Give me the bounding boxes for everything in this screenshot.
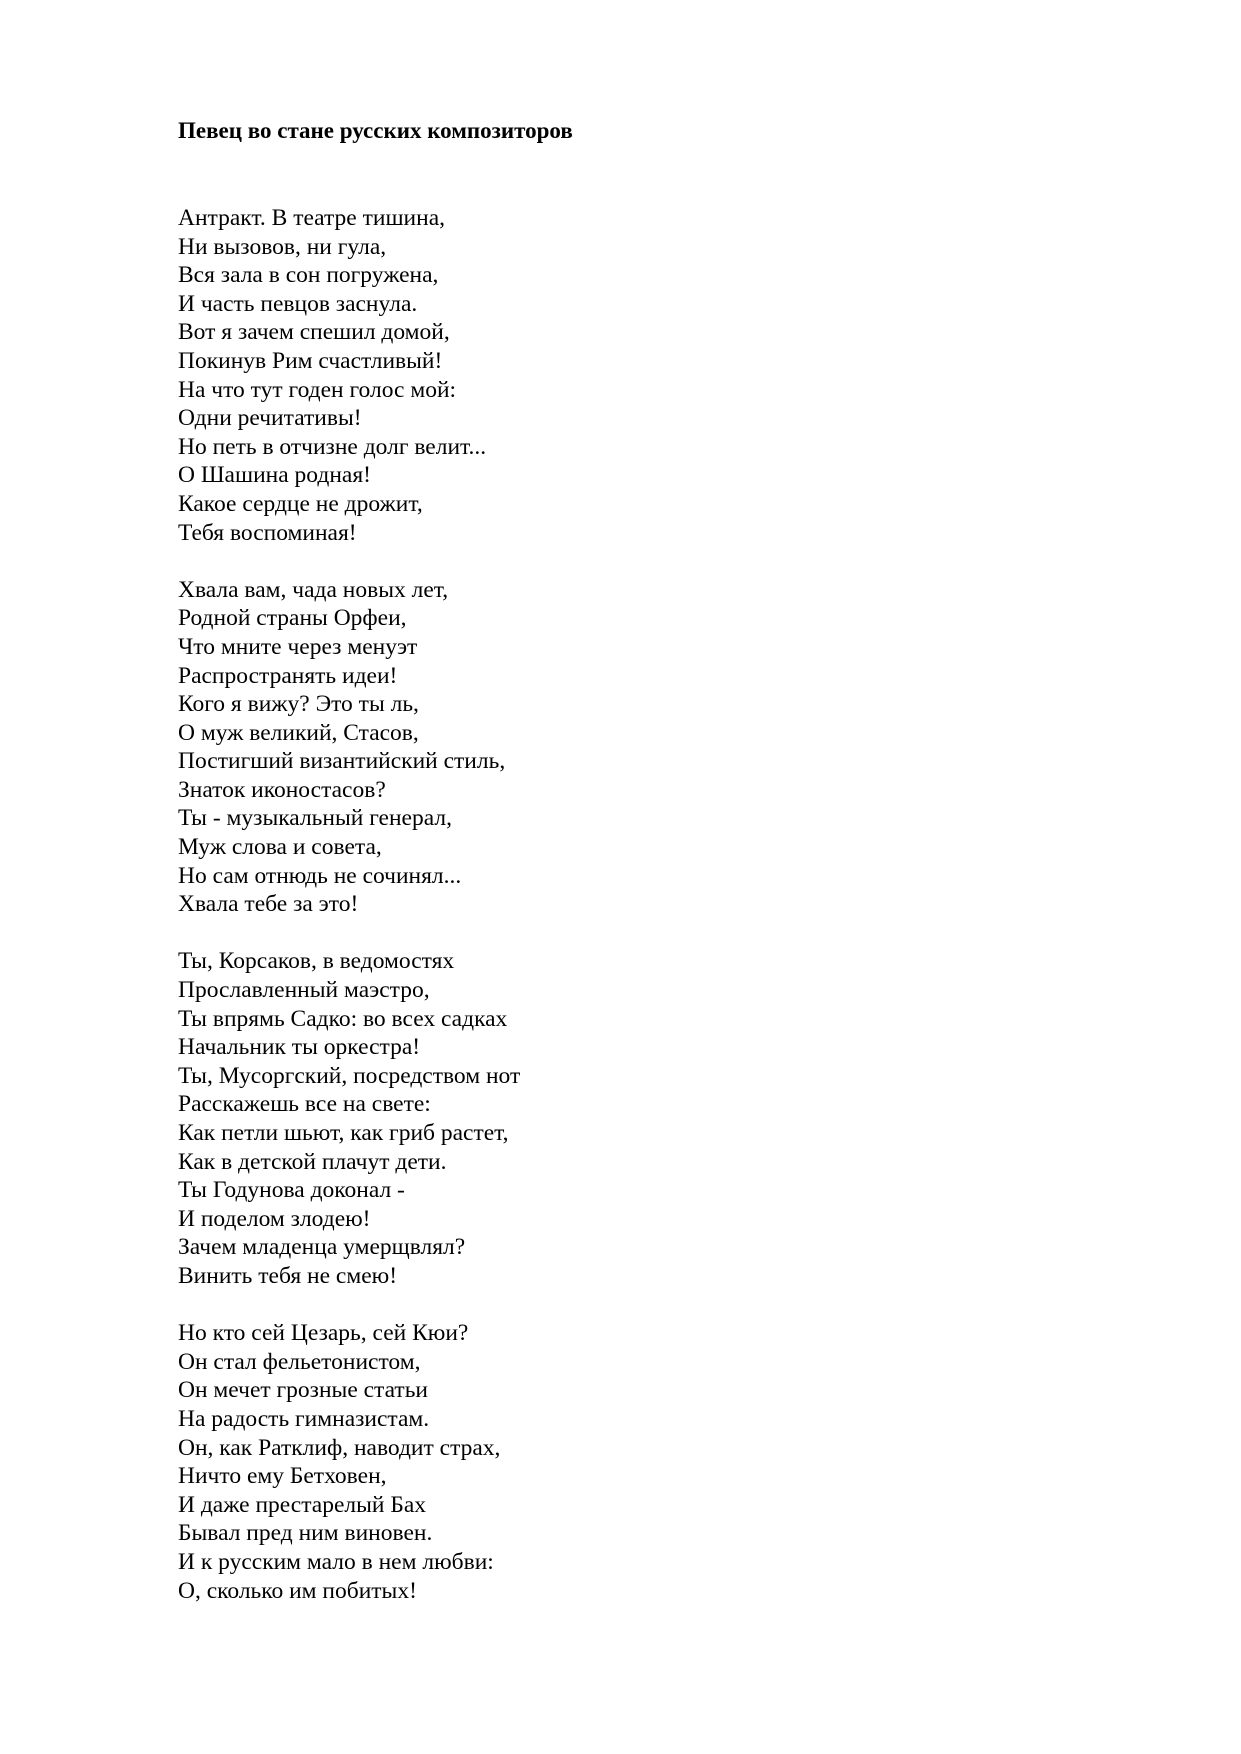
poem-line: Начальник ты оркестра! xyxy=(178,1034,421,1061)
poem-line: Какое сердце не дрожит, xyxy=(178,490,423,517)
poem-line: Ты Годунова доконал - xyxy=(178,1177,405,1204)
poem-line: Кого я вижу? Это ты ль, xyxy=(178,691,419,718)
poem-line: Ты, Корсаков, в ведомостях xyxy=(178,948,455,975)
document-content xyxy=(178,116,1078,1605)
poem-line: Хвала вам, чада новых лет, xyxy=(178,576,449,603)
poem-line: Антракт. В театре тишина, xyxy=(178,205,446,231)
poem-line: Вот я зачем спешил домой, xyxy=(178,319,450,346)
stanza xyxy=(178,204,1078,547)
poem-line: О муж великий, Стасов, xyxy=(178,719,419,746)
stanza xyxy=(178,576,1078,919)
poem xyxy=(178,204,1078,1605)
poem-line: О, сколько им побитых! xyxy=(178,1577,417,1604)
poem-line: Ты, Мусоргский, посредством нот xyxy=(178,1062,521,1089)
poem-line: На радость гимназистам. xyxy=(178,1405,430,1432)
stanza xyxy=(178,1319,1078,1605)
poem-line: Ты - музыкальный генерал, xyxy=(178,805,452,832)
stanza xyxy=(178,947,1078,1290)
poem-line: Он мечет грозные статьи xyxy=(178,1377,428,1404)
poem-line: Как петли шьют, как гриб растет, xyxy=(178,1120,509,1146)
poem-line: Он стал фельетонистом, xyxy=(178,1348,421,1375)
poem-line: Ни вызовов, ни гула, xyxy=(178,233,387,260)
poem-line: Постигший византийский стиль, xyxy=(178,748,506,775)
poem-line: Что мните через менуэт xyxy=(178,633,418,660)
poem-line: И поделом злодею! xyxy=(178,1205,371,1232)
document-title: Певец во стане русских композиторов xyxy=(178,118,573,143)
poem-line: Зачем младенца умерщвлял? xyxy=(178,1234,466,1261)
poem-line: Он, как Ратклиф, наводит страх, xyxy=(178,1434,501,1461)
poem-line: Одни речитативы! xyxy=(178,405,362,432)
poem-line: И часть певцов заснула. xyxy=(178,290,418,317)
poem-line: Родной страны Орфеи, xyxy=(178,605,407,632)
poem-line: Но петь в отчизне долг велит... xyxy=(178,433,487,460)
poem-line: И даже престарелый Бах xyxy=(178,1491,427,1518)
poem-line: Прославленный маэстро, xyxy=(178,977,430,1004)
poem-line: Как в детской плачут дети. xyxy=(178,1148,447,1175)
poem-line: И к русским мало в нем любви: xyxy=(178,1548,494,1575)
poem-line: На что тут годен голос мой: xyxy=(178,376,457,403)
poem-line: Знаток иконостасов? xyxy=(178,776,386,803)
poem-line: Распространять идеи! xyxy=(178,662,398,689)
poem-line: Муж слова и совета, xyxy=(178,834,382,861)
poem-line: Вся зала в сон погружена, xyxy=(178,262,439,289)
poem-line: Бывал пред ним виновен. xyxy=(178,1520,433,1547)
poem-line: Но сам отнюдь не сочинял... xyxy=(178,862,462,889)
poem-line: Ты впрямь Садко: во всех садках xyxy=(178,1005,508,1032)
poem-line: Хвала тебе за это! xyxy=(178,891,359,918)
poem-line: Винить тебя не смею! xyxy=(178,1262,398,1289)
poem-line: О Шашина родная! xyxy=(178,462,371,489)
poem-line: Но кто сей Цезарь, сей Кюи? xyxy=(178,1320,469,1347)
poem-line: Покинув Рим счастливый! xyxy=(178,347,443,374)
poem-line: Ничто ему Бетховен, xyxy=(178,1463,387,1490)
poem-line: Тебя воспоминая! xyxy=(178,519,357,546)
poem-line: Расскажешь все на свете: xyxy=(178,1091,431,1118)
